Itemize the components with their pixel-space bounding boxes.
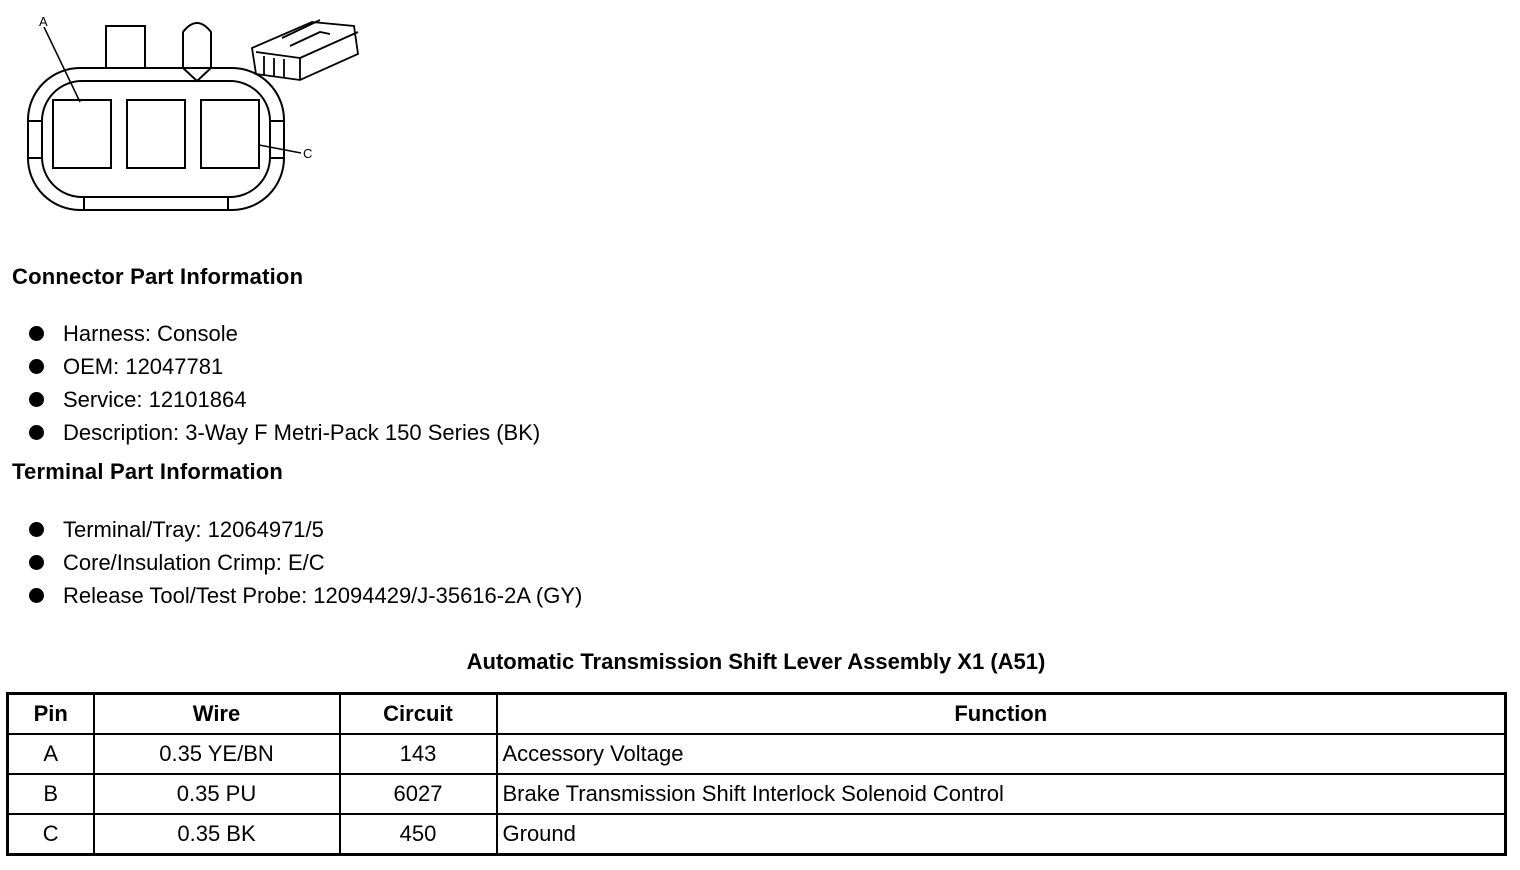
table-row (8, 734, 1506, 774)
connector-housing-inner (42, 81, 270, 197)
item-text: Core/Insulation Crimp: E/C (63, 549, 325, 575)
header-function: Function (497, 694, 1506, 735)
bullet-icon (29, 555, 44, 570)
table-header-row (8, 694, 1506, 735)
connector-info-list (28, 317, 540, 449)
bullet-icon (29, 326, 44, 341)
item-text: Description: 3-Way F Metri-Pack 150 Series (BK) (63, 419, 541, 445)
bullet-icon (29, 425, 44, 440)
cell-wire: 0.35 YE/BN (94, 734, 340, 774)
pin-label-a: A (39, 14, 48, 29)
list-item (28, 579, 582, 612)
cell-pin: B (8, 774, 94, 814)
connector-tab-right (183, 23, 211, 81)
item-text: OEM: 12047781 (63, 353, 224, 379)
list-item (28, 317, 540, 350)
connector-part-info-heading: Connector Part Information (12, 264, 304, 289)
cell-function: Ground (497, 814, 1506, 855)
bullet-icon (29, 522, 44, 537)
connector-tab-left (106, 26, 145, 68)
connector-housing-outer (28, 68, 284, 210)
terminal-part-info-heading: Terminal Part Information (12, 459, 284, 484)
cell-circuit: 143 (340, 734, 497, 774)
table-row (8, 814, 1506, 855)
cavity-c (201, 100, 259, 168)
pin-label-c: C (303, 146, 313, 161)
bullet-icon (29, 588, 44, 603)
header-wire: Wire (94, 694, 340, 735)
item-text: Terminal/Tray: 12064971/5 (63, 516, 324, 542)
pinout-table (6, 692, 1507, 856)
item-text: Service: 12101864 (63, 386, 247, 412)
cavity-b (127, 100, 185, 168)
list-item (28, 546, 582, 579)
cell-circuit: 6027 (340, 774, 497, 814)
item-text: Release Tool/Test Probe: 12094429/J-35616-2A (GY) (63, 582, 583, 608)
terminal-info-list (28, 513, 582, 612)
bullet-icon (29, 392, 44, 407)
item-text: Harness: Console (63, 320, 238, 346)
list-item (28, 383, 540, 416)
list-item (28, 513, 582, 546)
cell-circuit: 450 (340, 814, 497, 855)
cell-function: Brake Transmission Shift Interlock Solenoid Control (497, 774, 1506, 814)
cell-wire: 0.35 BK (94, 814, 340, 855)
connector-diagram (20, 8, 365, 218)
header-circuit: Circuit (340, 694, 497, 735)
list-item (28, 416, 540, 449)
cell-pin: A (8, 734, 94, 774)
bullet-icon (29, 359, 44, 374)
connector-thumbnail (252, 20, 358, 80)
cell-wire: 0.35 PU (94, 774, 340, 814)
table-row (8, 774, 1506, 814)
cavity-a (53, 100, 111, 168)
cell-pin: C (8, 814, 94, 855)
header-pin: Pin (8, 694, 94, 735)
table-title: Automatic Transmission Shift Lever Assembly X1 (A51) (466, 649, 1046, 674)
list-item (28, 350, 540, 383)
cell-function: Accessory Voltage (497, 734, 1506, 774)
